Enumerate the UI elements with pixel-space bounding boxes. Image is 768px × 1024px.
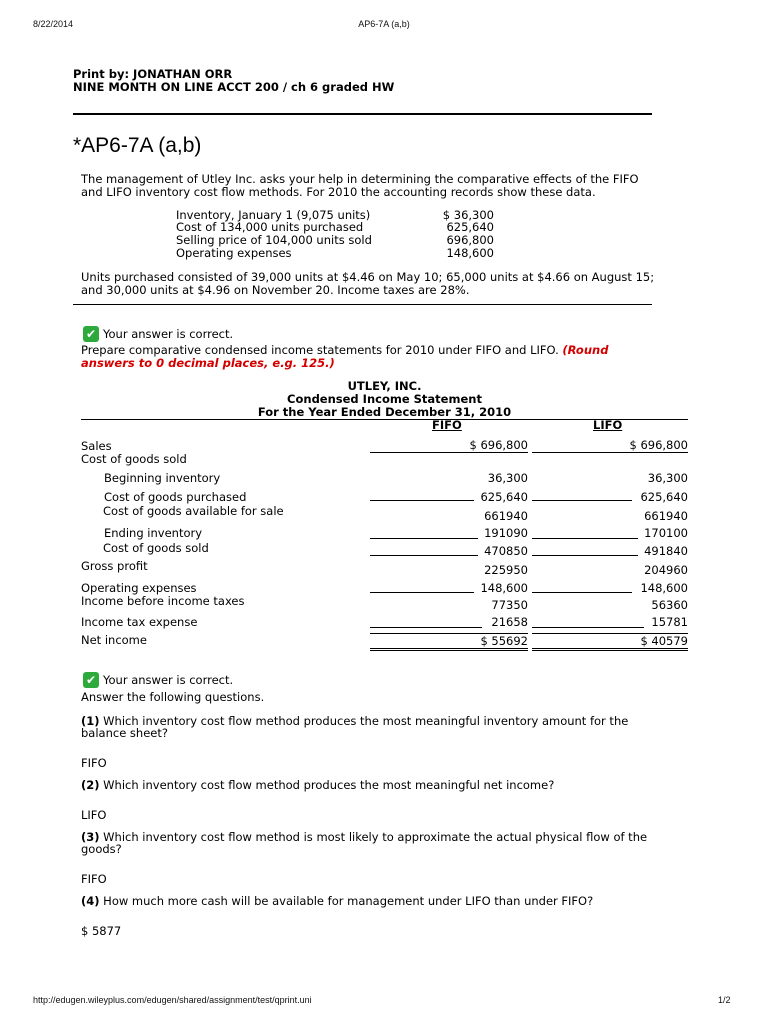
row-label-goods-available: Cost of goods available for sale: [103, 504, 284, 518]
course-title: NINE MONTH ON LINE ACCT 200 / ch 6 graded HW: [73, 80, 395, 94]
operating-expenses-lifo: 148,600: [640, 581, 688, 595]
underline: [370, 538, 478, 539]
purchases-line-1: Units purchased consisted of 39,000 units at $4.46 on May 10; 65,000 units at $4.66 on August 15;: [81, 270, 655, 284]
answer-4: $ 5877: [81, 924, 122, 938]
beginning-inventory-lifo: 36,300: [647, 471, 688, 485]
data-label-1: Inventory, January 1 (9,075 units): [176, 208, 371, 222]
part-a-instruction: Prepare comparative condensed income statements for 2010 under FIFO and LIFO. (Round: [81, 343, 609, 357]
data-label-4: Operating expenses: [176, 246, 292, 260]
question-3: (3) Which inventory cost flow method is most likely to approximate the actual physical flow of the: [81, 830, 648, 844]
row-label-beginning-inventory: Beginning inventory: [104, 471, 221, 485]
double-underline: [532, 650, 688, 651]
income-before-taxes-lifo: 56360: [651, 598, 688, 612]
row-label-income-before-taxes: Income before income taxes: [81, 594, 245, 608]
question-4: (4) How much more cash will be available for management under LIFO than under FIFO?: [81, 894, 594, 908]
income-tax-lifo: 15781: [651, 615, 688, 629]
print-by: Print by: JONATHAN ORR: [73, 67, 233, 81]
row-label-cost-purchased: Cost of goods purchased: [104, 490, 247, 504]
net-income-lifo: $ 40579: [640, 634, 688, 648]
cost-purchased-lifo: 625,640: [640, 490, 688, 504]
underline: [370, 592, 474, 593]
print-date: 8/22/2014: [33, 19, 74, 29]
goods-available-lifo: 661940: [644, 509, 688, 523]
underline: [370, 452, 528, 453]
problem-rule: [73, 304, 652, 305]
ending-inventory-fifo: 191090: [484, 526, 528, 540]
double-underline: [532, 648, 688, 649]
round-note: (Round: [562, 343, 609, 357]
data-label-2: Cost of 134,000 units purchased: [176, 220, 364, 234]
double-underline: [370, 648, 528, 649]
round-note-line-2: answers to 0 decimal places, e.g. 125.): [81, 356, 335, 370]
print-title: AP6-7A (a,b): [358, 19, 410, 29]
data-label-3: Selling price of 104,000 units sold: [176, 233, 372, 247]
sales-fifo: $ 696,800: [469, 438, 528, 452]
header-rule: [73, 113, 652, 115]
data-value-3: 696,800: [446, 233, 494, 247]
double-underline: [370, 650, 528, 651]
gross-profit-lifo: 204960: [644, 563, 688, 577]
print-url: http://edugen.wileyplus.com/edugen/shared/assignment/test/qprint.uni: [33, 995, 312, 1005]
question-2: (2) Which inventory cost flow method produces the most meaningful net income?: [81, 778, 555, 792]
problem-title: *AP6-7A (a,b): [73, 134, 202, 157]
underline: [532, 500, 632, 501]
row-label-cogs: Cost of goods sold: [103, 541, 209, 555]
intro-line-2: and LIFO inventory cost flow methods. For 2010 the accounting records show these data.: [81, 185, 596, 199]
checkmark-icon: ✔: [83, 672, 99, 688]
question-1-cont: balance sheet?: [81, 726, 168, 740]
intro-line-1: The management of Utley Inc. asks your help in determining the comparative effects of the FIFO: [81, 172, 639, 186]
statement-period: For the Year Ended December 31, 2010: [257, 405, 512, 419]
col-header-lifo: LIFO: [593, 418, 623, 432]
data-value-1: $ 36,300: [442, 208, 494, 222]
cogs-lifo: 491840: [644, 544, 688, 558]
col-header-fifo: FIFO: [432, 418, 462, 432]
underline: [532, 627, 644, 628]
row-label-sales: Sales: [81, 439, 112, 453]
sales-lifo: $ 696,800: [629, 438, 688, 452]
underline: [370, 555, 478, 556]
gross-profit-fifo: 225950: [484, 563, 528, 577]
answer-2: LIFO: [81, 808, 107, 822]
question-1: (1) Which inventory cost flow method produces the most meaningful inventory amount for the: [81, 714, 629, 728]
checkmark-icon: ✔: [83, 326, 99, 342]
income-tax-fifo: 21658: [491, 615, 528, 629]
row-label-net-income: Net income: [81, 633, 147, 647]
operating-expenses-fifo: 148,600: [480, 581, 528, 595]
part-a-status: Your answer is correct.: [103, 327, 234, 341]
answer-3: FIFO: [81, 872, 107, 886]
row-label-ending-inventory: Ending inventory: [104, 526, 203, 540]
row-label-cogs-heading: Cost of goods sold: [81, 452, 187, 466]
part-b-instruction: Answer the following questions.: [81, 690, 265, 704]
question-3-cont: goods?: [81, 842, 122, 856]
underline: [370, 627, 482, 628]
underline: [532, 592, 632, 593]
row-label-gross-profit: Gross profit: [81, 559, 148, 573]
data-value-4: 148,600: [446, 246, 494, 260]
beginning-inventory-fifo: 36,300: [487, 471, 528, 485]
underline: [370, 500, 474, 501]
row-label-income-tax: Income tax expense: [81, 615, 198, 629]
goods-available-fifo: 661940: [484, 509, 528, 523]
part-b-status: Your answer is correct.: [103, 673, 234, 687]
answer-1: FIFO: [81, 756, 107, 770]
underline: [532, 538, 638, 539]
net-income-fifo: $ 55692: [480, 634, 528, 648]
page-number: 1/2: [718, 995, 731, 1005]
statement-name: Condensed Income Statement: [287, 392, 482, 406]
ending-inventory-lifo: 170100: [644, 526, 688, 540]
cogs-fifo: 470850: [484, 544, 528, 558]
statement-company: UTLEY, INC.: [347, 379, 422, 393]
cost-purchased-fifo: 625,640: [480, 490, 528, 504]
data-value-2: 625,640: [446, 220, 494, 234]
purchases-line-2: and 30,000 units at $4.96 on November 20. Income taxes are 28%.: [81, 283, 470, 297]
underline: [532, 555, 638, 556]
underline: [532, 452, 688, 453]
income-before-taxes-fifo: 77350: [491, 598, 528, 612]
row-label-operating-expenses: Operating expenses: [81, 581, 197, 595]
